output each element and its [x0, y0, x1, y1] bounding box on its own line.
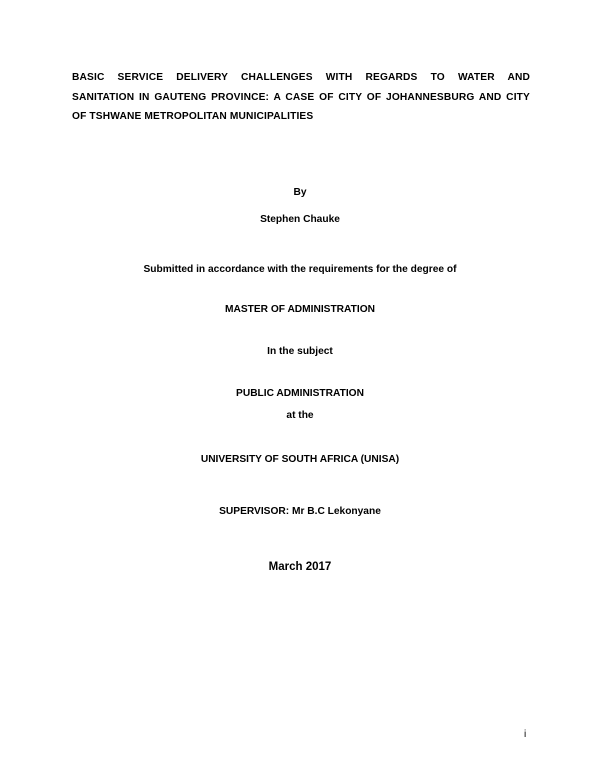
subject-label: In the subject: [267, 346, 333, 357]
author-name: Stephen Chauke: [260, 214, 340, 225]
at-the-label: at the: [286, 410, 314, 421]
thesis-title-line-3: OF TSHWANE METROPOLITAN MUNICIPALITIES: [72, 111, 314, 122]
supervisor-line: SUPERVISOR: Mr B.C Lekonyane: [219, 506, 381, 517]
thesis-title-line-1: BASIC SERVICE DELIVERY CHALLENGES WITH REGARDS TO WATER AND: [72, 72, 530, 83]
submission-date: March 2017: [268, 561, 332, 573]
thesis-title-line-2: SANITATION IN GAUTENG PROVINCE: A CASE OF CITY OF JOHANNESBURG AND CITY: [72, 91, 530, 103]
institution-name: UNIVERSITY OF SOUTH AFRICA (UNISA): [200, 454, 400, 465]
thesis-title: [72, 68, 530, 127]
submission-statement: Submitted in accordance with the requirements for the degree of: [143, 264, 457, 275]
subject-name: PUBLIC ADMINISTRATION: [236, 388, 364, 399]
by-label: By: [293, 187, 307, 198]
page-number: i: [524, 729, 527, 740]
degree-name: MASTER OF ADMINISTRATION: [225, 304, 375, 315]
